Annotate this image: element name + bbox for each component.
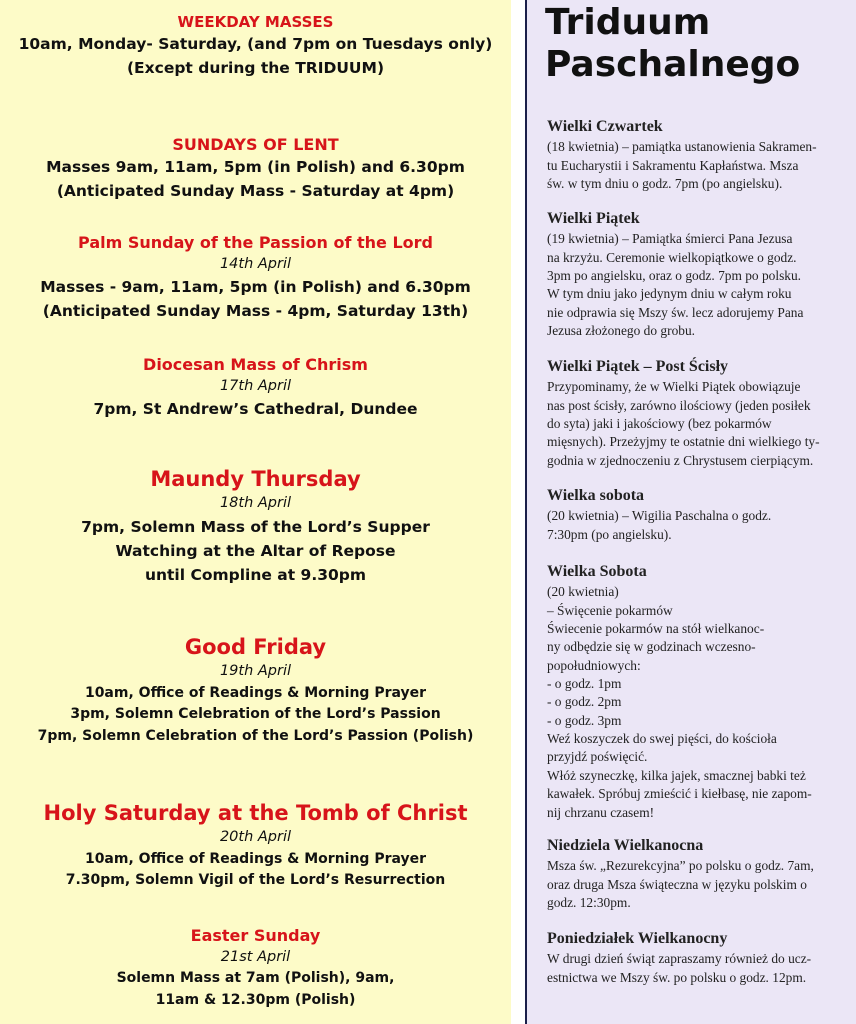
schedule-line: (Anticipated Sunday Mass - Saturday at 4pm) (56, 182, 455, 201)
wielki-czwartek-section (547, 117, 852, 193)
schedule-line: Masses 9am, 11am, 5pm (in Polish) and 6.30pm (46, 158, 465, 176)
section-date: 21st April (220, 949, 291, 965)
polish-triduum-panel (527, 0, 856, 1024)
section-heading: SUNDAYS OF LENT (172, 135, 339, 154)
section-heading: Palm Sunday of the Passion of the Lord (78, 233, 433, 252)
schedule-line: Masses - 9am, 11am, 5pm (in Polish) and 6.30pm (40, 278, 471, 297)
schedule-line: 3pm, Solemn Celebration of the Lord’s Passion (70, 706, 441, 723)
schedule-line: until Compline at 9.30pm (144, 565, 367, 584)
niedziela-wielkanocna-section (547, 836, 852, 912)
wielki-piatek-section (547, 209, 852, 340)
maundy-thursday-section (0, 466, 511, 587)
palm-sunday-section (0, 233, 511, 324)
section-body: (19 kwietnia) – Pamiątka śmierci Pana Jezusa na krzyżu. Ceremonie wielkopiątkowe o godz. 3pm po angielsku, oraz o godz. 7pm po polsku. W tym dniu jako jedynym dniu w całym roku nie odprawia się Mszy św. lecz adorujemy Pana Jezusa złożonego do grobu. (547, 231, 804, 338)
section-heading: Wielka Sobota (547, 563, 647, 580)
sundays-of-lent-section (0, 135, 511, 203)
section-body: (20 kwietnia) – Wigilia Paschalna o godz. 7:30pm (po angielsku). (547, 508, 772, 542)
title-line-1: Triduum (545, 2, 711, 43)
section-heading: Holy Saturday at the Tomb of Christ (43, 801, 468, 825)
section-heading: Easter Sunday (190, 926, 321, 945)
weekday-masses-section (0, 13, 511, 80)
schedule-line: (Except during the TRIDUUM) (126, 58, 385, 77)
section-date: 19th April (219, 663, 292, 680)
holy-saturday-section (0, 800, 511, 892)
schedule-line: 7pm, Solemn Mass of the Lord’s Supper (81, 517, 430, 536)
section-body: Przypominamy, że w Wielki Piątek obowiązuje nas post ścisły, zarówno ilościowy (jeden posiłek do syta) jaki i jakościowy (bez pokarmów mięsnych). Przeżyjmy te ostatnie dni wielkiego ty- godnia w zjednoczeniu z Chrystusem cierpiącym. (547, 379, 820, 468)
section-heading: Wielki Czwartek (547, 118, 663, 135)
mass-of-chrism-section (0, 355, 511, 421)
wielka-sobota-vigil-section (547, 486, 852, 544)
section-body: W drugi dzień świąt zapraszamy również do ucz- estnictwa we Mszy św. po polsku o godz. 12pm. (547, 951, 812, 985)
section-heading: Maundy Thursday (150, 467, 361, 491)
schedule-line: 10am, Monday- Saturday, (and 7pm on Tuesdays only) (18, 34, 493, 53)
wielka-sobota-blessing-section (547, 562, 852, 822)
schedule-line: 7pm, St Andrew’s Cathedral, Dundee (93, 400, 418, 419)
section-date: 18th April (219, 495, 292, 512)
section-heading: Good Friday (184, 635, 327, 659)
schedule-line: 10am, Office of Readings & Morning Prayer (84, 684, 427, 701)
section-heading: Wielka sobota (547, 487, 645, 504)
section-heading: Poniedziałek Wielkanocny (547, 930, 728, 947)
schedule-line: 10am, Office of Readings & Morning Prayer (84, 850, 427, 867)
schedule-line: 7pm, Solemn Celebration of the Lord’s Passion (Polish) (37, 728, 474, 745)
section-heading: Diocesan Mass of Chrism (143, 355, 368, 374)
easter-sunday-section (0, 926, 511, 1012)
section-heading: WEEKDAY MASSES (177, 13, 334, 31)
section-date: 17th April (219, 378, 292, 394)
section-body: (18 kwietnia) – pamiątka ustanowienia Sakramen- tu Eucharystii i Sakramentu Kapłaństwa. Msza św. w tym dniu o godz. 7pm (po angielsku). (547, 139, 817, 191)
schedule-line: 11am & 12.30pm (Polish) (155, 992, 356, 1009)
section-date: 14th April (219, 256, 292, 272)
section-date: 20th April (219, 829, 292, 846)
schedule-line: Watching at the Altar of Repose (115, 541, 396, 560)
schedule-line: 7.30pm, Solemn Vigil of the Lord’s Resurrection (65, 872, 446, 889)
section-body: (20 kwietnia) – Święcenie pokarmów Świecenie pokarmów na stół wielkanoc- ny odbędzie się w godzinach wczesno- popołudniowych: - o godz. 1pm - o godz. 2pm - o godz. 3pm Weź koszyczek do swej pięści, do kościoła przyjdź poświęcić. Włóż szyneczkę, kilka jajek, smacznej babki też kawałek. Spróbuj zmieścić i kiełbasę, nie zapom- nij chrzanu czasem! (547, 584, 812, 820)
panel-title (545, 2, 800, 86)
title-line-2: Paschalnego (545, 44, 801, 86)
section-heading: Niedziela Wielkanocna (547, 837, 704, 854)
section-heading: Wielki Piątek – Post Ścisły (547, 358, 729, 375)
section-body: Msza św. „Rezurekcyjna” po polsku o godz. 7am, oraz druga Msza świąteczna w języku polskim o godz. 12:30pm. (547, 858, 814, 910)
poniedzialek-wielkanocny-section (547, 929, 852, 987)
section-heading: Wielki Piątek (547, 210, 640, 227)
schedule-line: Solemn Mass at 7am (Polish), 9am, (116, 970, 395, 987)
post-scisly-section (547, 357, 852, 470)
good-friday-section (0, 634, 511, 748)
schedule-line: (Anticipated Sunday Mass - 4pm, Saturday 13th) (42, 302, 469, 321)
column-gutter (511, 0, 525, 1024)
